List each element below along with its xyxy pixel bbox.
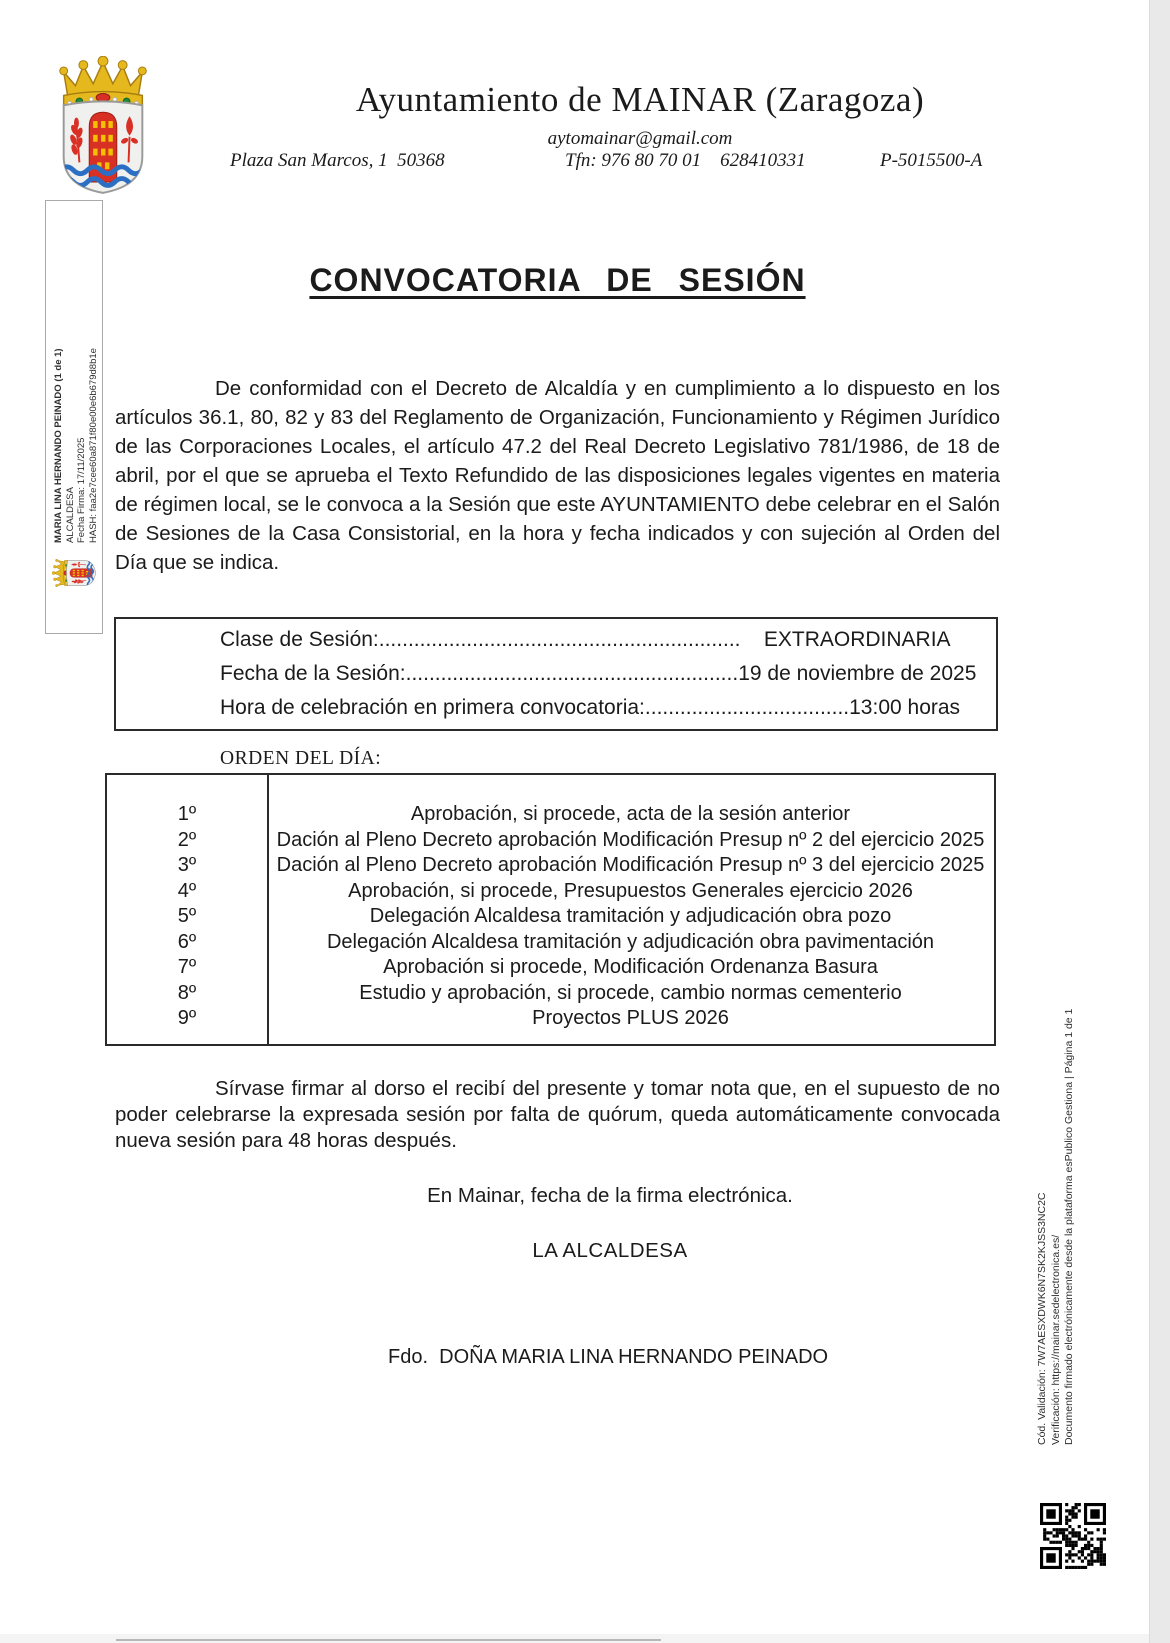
agenda-row: [107, 879, 994, 905]
session-details-box: [114, 617, 998, 731]
stamp-hash: HASH: faa2e7cee60a871f80e00e6b679d8b1e: [87, 348, 99, 543]
stamp-text: [53, 348, 99, 543]
closing-paragraph: Sírvase firmar al dorso el recibí del presente y tomar nota que, en el supuesto de no poder celebrarse la expresada sesión por falta de quórum, queda automáticamente convocada nueva sesión para 48 horas después.: [115, 1077, 1000, 1152]
intro-paragraph: De conformidad con el Decreto de Alcaldía y en cumplimiento a lo dispuesto en los artículos 36.1, 80, 82 y 83 del Reglamento de Organización, Funcionamiento y Régimen Jurídico de las Corporaciones Locales, el artículo 47.2 del Real Decreto Legislativo 781/1986, de 18 de abril, por el que se aprueba el Texto Refundido de las disposiciones legales vigentes en materia de régimen local, se le convoca a la Sesión que este AYUNTAMIENTO debe celebrar en el Salón de Sesiones de la Casa Consistorial, en la hora y fecha indicados y con sujeción al Orden del Día que se indica.: [115, 377, 1000, 574]
agenda-item-number: 7º: [177, 956, 197, 978]
header-phone: Tfn: 976 80 70 01 628410331: [565, 150, 806, 171]
agenda-column-divider: [267, 775, 269, 1044]
stamp-coat-of-arms-icon: [52, 553, 96, 593]
place-and-date-line: En Mainar, fecha de la firma electrónica.: [427, 1184, 793, 1207]
session-date-row: [116, 657, 996, 691]
agenda-item-text: Dación al Pleno Decreto aprobación Modificación Presup nº 2 del ejercicio 2025: [276, 828, 985, 851]
agenda-item-text: Dación al Pleno Decreto aprobación Modificación Presup nº 3 del ejercicio 2025: [276, 854, 985, 876]
session-time-value: 13:00 horas: [849, 696, 961, 719]
session-class-value: EXTRAORDINARIA: [740, 628, 951, 651]
agenda-item-text: Aprobación, si procede, Presupuestos Generales ejercicio 2026: [348, 879, 913, 902]
agenda-table: [105, 773, 996, 1046]
document-title: CONVOCATORIA DE SESIÓN: [309, 262, 806, 298]
stamp-sign-date: Fecha Firma: 17/11/2025: [76, 437, 87, 543]
dotted-leader: .........................................................: [405, 662, 739, 685]
validation-code: Cód. Validación: 7W7AESXDWK6N7SK2KJSS3NC2C: [1036, 1192, 1048, 1445]
dotted-leader: ...................................: [644, 696, 850, 719]
agenda-heading: ORDEN DEL DÍA:: [220, 748, 382, 769]
platform-note: Documento firmado electrónicamente desde la plataforma esPublico Gestiona | Página 1 de 1: [1063, 1008, 1075, 1445]
municipality-title: Ayuntamiento de MAINAR (Zaragoza): [355, 80, 925, 119]
agenda-item-number: 5º: [177, 905, 197, 927]
agenda-item-number: 6º: [177, 930, 197, 953]
agenda-item-number: 4º: [177, 879, 197, 902]
session-class-row: [116, 623, 996, 657]
agenda-item-text: Estudio y aprobación, si procede, cambio normas cementerio: [359, 981, 902, 1004]
session-date-value: 19 de noviembre de 2025: [738, 662, 977, 685]
agenda-item-number: 9º: [177, 1007, 197, 1029]
scan-edge: [1149, 0, 1170, 1643]
qr-code: [1040, 1503, 1106, 1569]
session-date-label: Fecha de la Sesión:: [220, 662, 406, 685]
agenda-row: [107, 981, 994, 1007]
signer-title: LA ALCALDESA: [532, 1239, 688, 1262]
stamp-signer-name: MARIA LINA HERNANDO PEINADO (1 de 1): [53, 348, 64, 543]
agenda-row: [107, 828, 994, 854]
agenda-item-number: 2º: [177, 828, 197, 851]
coat-of-arms-icon: [44, 56, 162, 194]
agenda-row: [107, 904, 994, 930]
session-class-label: Clase de Sesión:: [220, 628, 379, 651]
agenda-item-text: Aprobación si procede, Modificación Ordenanza Basura: [383, 956, 878, 978]
signature-stamp: [45, 200, 103, 634]
header-email: aytomainar@gmail.com: [547, 128, 733, 149]
agenda-item-number: 8º: [177, 981, 197, 1004]
verification-url: Verificación: https://mainar.sedelectronica.es/: [1049, 1234, 1062, 1445]
agenda-row: [107, 853, 994, 879]
dotted-leader: ..............................................................: [378, 628, 741, 651]
session-time-label: Hora de celebración en primera convocatoria:: [220, 696, 645, 719]
scan-artifact-line: [116, 1639, 661, 1641]
validation-footer: [1036, 1009, 1077, 1445]
agenda-item-number: 3º: [177, 854, 197, 876]
agenda-row: [107, 955, 994, 981]
agenda-item-text: Aprobación, si procede, acta de la sesión anterior: [410, 803, 851, 825]
signed-by-line: Fdo. DOÑA MARIA LINA HERNANDO PEINADO: [388, 1346, 829, 1368]
stamp-signer-role: ALCALDESA: [64, 487, 76, 543]
agenda-item-number: 1º: [177, 803, 197, 825]
agenda-item-text: Proyectos PLUS 2026: [532, 1007, 729, 1029]
header-registry-code: P-5015500-A: [880, 150, 983, 171]
agenda-item-text: Delegación Alcaldesa tramitación y adjudicación obra pavimentación: [326, 930, 935, 953]
agenda-row: [107, 802, 994, 828]
agenda-item-text: Delegación Alcaldesa tramitación y adjudicación obra pozo: [369, 905, 892, 927]
session-time-row: [116, 691, 996, 725]
header-address: Plaza San Marcos, 1 50368: [230, 150, 445, 171]
agenda-row: [107, 930, 994, 956]
agenda-row: [107, 1006, 994, 1032]
